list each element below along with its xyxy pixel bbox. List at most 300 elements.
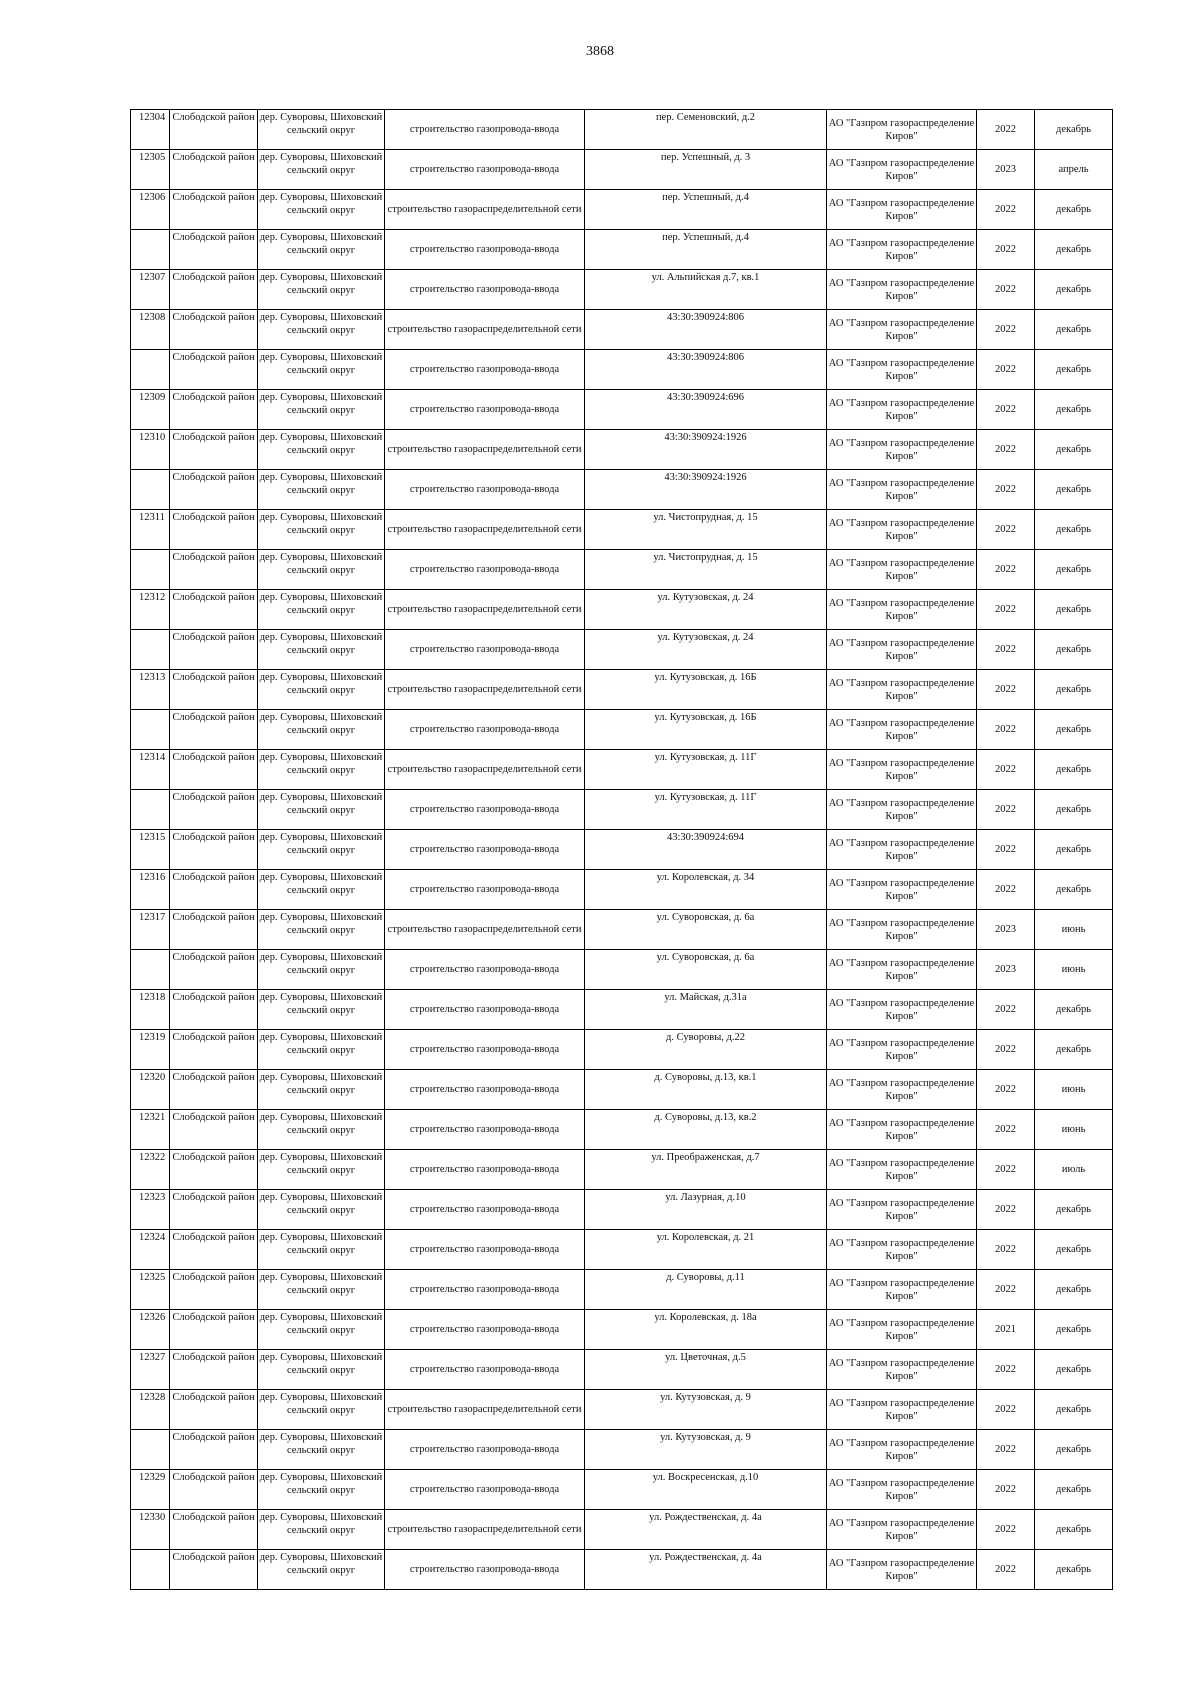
row-number [131, 390, 170, 430]
row-number [131, 750, 170, 790]
district-cell-text: Слободской район [172, 1112, 255, 1123]
organization-cell-text: АО "Газпром газораспределение Киров" [828, 277, 975, 302]
month-cell-text: декабрь [1056, 364, 1091, 375]
address-cell [585, 350, 827, 390]
month-cell-text: декабрь [1056, 1324, 1091, 1335]
address-cell-text: ул. Рождественская, д. 4а [649, 1512, 762, 1523]
work-type-cell-text: строительство газопровода-ввода [409, 1324, 560, 1335]
table-row [131, 550, 1113, 590]
address-cell [585, 1070, 827, 1110]
month-cell-text: декабрь [1056, 404, 1091, 415]
month-cell-text: декабрь [1056, 1244, 1091, 1255]
district-cell [170, 1270, 258, 1310]
year-cell [977, 910, 1035, 950]
district-cell [170, 910, 258, 950]
organization-cell [827, 910, 977, 950]
district-cell [170, 350, 258, 390]
settlement-cell-text: дер. Суворовы, Шиховский сельский округ [259, 1192, 383, 1216]
district-cell-text: Слободской район [172, 232, 255, 243]
year-cell [977, 1430, 1035, 1470]
settlement-cell-text: дер. Суворовы, Шиховский сельский округ [259, 1272, 383, 1296]
work-type-cell [385, 1070, 585, 1110]
address-cell-text: д. Суворовы, д.11 [666, 1272, 745, 1283]
row-number [131, 1390, 170, 1430]
organization-cell [827, 1350, 977, 1390]
district-cell-text: Слободской район [172, 112, 255, 123]
year-cell-text: 2022 [995, 1004, 1016, 1015]
row-number [131, 710, 170, 750]
table-row [131, 1190, 1113, 1230]
year-cell [977, 390, 1035, 430]
address-cell [585, 1510, 827, 1550]
year-cell [977, 950, 1035, 990]
settlement-cell [258, 230, 385, 270]
address-cell-text: ул. Чистопрудная, д. 15 [653, 512, 758, 523]
year-cell-text: 2022 [995, 364, 1016, 375]
settlement-cell [258, 430, 385, 470]
organization-cell [827, 1430, 977, 1470]
row-number [131, 550, 170, 590]
district-cell-text: Слободской район [172, 712, 255, 723]
district-cell-text: Слободской район [172, 192, 255, 203]
row-number-text: 12313 [139, 672, 166, 683]
table-row [131, 870, 1113, 910]
year-cell-text: 2022 [995, 204, 1016, 215]
year-cell-text: 2022 [995, 404, 1016, 415]
settlement-cell [258, 990, 385, 1030]
address-cell [585, 110, 827, 150]
organization-cell [827, 550, 977, 590]
organization-cell [827, 950, 977, 990]
district-cell [170, 710, 258, 750]
address-cell-text: 43:30:390924:806 [666, 352, 744, 363]
settlement-cell-text: дер. Суворовы, Шиховский сельский округ [259, 632, 383, 656]
year-cell [977, 670, 1035, 710]
month-cell [1035, 1470, 1113, 1510]
district-cell [170, 230, 258, 270]
row-number-text: 12327 [139, 1352, 166, 1363]
address-cell-text: ул. Кутузовская, д. 16Б [654, 712, 757, 723]
address-cell-text: ул. Королевская, д. 18а [654, 1312, 757, 1323]
work-type-cell [385, 710, 585, 750]
work-type-cell-text: строительство газопровода-ввода [409, 1484, 560, 1495]
district-cell [170, 1230, 258, 1270]
settlement-cell-text: дер. Суворовы, Шиховский сельский округ [259, 112, 383, 136]
address-cell-text: ул. Кутузовская, д. 24 [657, 592, 754, 603]
organization-cell [827, 590, 977, 630]
settlement-cell-text: дер. Суворовы, Шиховский сельский округ [259, 512, 383, 536]
row-number-text: 12308 [139, 312, 166, 323]
work-type-cell-text: строительство газопровода-ввода [409, 1044, 560, 1055]
address-cell-text: ул. Кутузовская, д. 9 [660, 1392, 751, 1403]
district-cell [170, 1030, 258, 1070]
district-cell [170, 1350, 258, 1390]
settlement-cell [258, 830, 385, 870]
organization-cell [827, 710, 977, 750]
district-cell-text: Слободской район [172, 432, 255, 443]
address-cell-text: 43:30:390924:696 [666, 392, 744, 403]
year-cell-text: 2022 [995, 1084, 1016, 1095]
month-cell [1035, 150, 1113, 190]
table-row [131, 1030, 1113, 1070]
year-cell [977, 190, 1035, 230]
month-cell-text: декабрь [1056, 1284, 1091, 1295]
organization-cell-text: АО "Газпром газораспределение Киров" [828, 397, 975, 422]
work-type-cell [385, 1030, 585, 1070]
district-cell [170, 630, 258, 670]
row-number-text [131, 950, 169, 988]
row-number [131, 1470, 170, 1510]
year-cell [977, 1030, 1035, 1070]
address-cell-text: ул. Альпийская д.7, кв.1 [651, 272, 760, 283]
address-cell-text: 43:30:390924:806 [666, 312, 744, 323]
month-cell-text: декабрь [1056, 524, 1091, 535]
work-type-cell [385, 510, 585, 550]
district-cell-text: Слободской район [172, 352, 255, 363]
row-number [131, 1110, 170, 1150]
work-type-cell [385, 1430, 585, 1470]
row-number-text: 12323 [139, 1192, 166, 1203]
month-cell [1035, 1310, 1113, 1350]
address-cell-text: пер. Успешный, д.4 [662, 232, 749, 243]
month-cell-text: апрель [1058, 164, 1089, 175]
work-type-cell [385, 830, 585, 870]
work-type-cell [385, 950, 585, 990]
row-number-text: 12320 [139, 1072, 166, 1083]
organization-cell [827, 750, 977, 790]
year-cell [977, 310, 1035, 350]
district-cell [170, 550, 258, 590]
row-number-text: 12326 [139, 1312, 166, 1323]
organization-cell [827, 1550, 977, 1590]
table-row [131, 1070, 1113, 1110]
year-cell [977, 1350, 1035, 1390]
settlement-cell-text: дер. Суворовы, Шиховский сельский округ [259, 1072, 383, 1096]
settlement-cell [258, 590, 385, 630]
row-number [131, 590, 170, 630]
district-cell-text: Слободской район [172, 912, 255, 923]
month-cell-text: декабрь [1056, 204, 1091, 215]
year-cell [977, 1270, 1035, 1310]
year-cell [977, 830, 1035, 870]
address-cell [585, 430, 827, 470]
organization-cell [827, 110, 977, 150]
address-cell-text: пер. Успешный, д.4 [662, 192, 749, 203]
district-cell [170, 1190, 258, 1230]
year-cell-text: 2022 [995, 444, 1016, 455]
year-cell-text: 2023 [995, 964, 1016, 975]
year-cell [977, 1550, 1035, 1590]
district-cell-text: Слободской район [172, 152, 255, 163]
row-number [131, 950, 170, 990]
table-row [131, 1510, 1113, 1550]
table-row [131, 1470, 1113, 1510]
settlement-cell [258, 1390, 385, 1430]
settlement-cell [258, 550, 385, 590]
year-cell-text: 2022 [995, 684, 1016, 695]
district-cell-text: Слободской район [172, 1032, 255, 1043]
row-number [131, 990, 170, 1030]
work-type-cell-text: строительство газопровода-ввода [409, 1364, 560, 1375]
district-cell [170, 430, 258, 470]
district-cell [170, 990, 258, 1030]
table-row [131, 1230, 1113, 1270]
organization-cell-text: АО "Газпром газораспределение Киров" [828, 1077, 975, 1102]
year-cell [977, 430, 1035, 470]
work-type-cell-text: строительство газопровода-ввода [409, 844, 560, 855]
district-cell-text: Слободской район [172, 1232, 255, 1243]
row-number-text: 12315 [139, 832, 166, 843]
row-number-text: 12306 [139, 192, 166, 203]
organization-cell [827, 630, 977, 670]
row-number-text: 12312 [139, 592, 166, 603]
work-type-cell [385, 1510, 585, 1550]
row-number-text [131, 350, 169, 388]
row-number [131, 1550, 170, 1590]
work-type-cell [385, 1470, 585, 1510]
month-cell [1035, 550, 1113, 590]
row-number-text: 12304 [139, 112, 166, 123]
work-type-cell-text: строительство газораспределительной сети [387, 684, 582, 695]
month-cell [1035, 110, 1113, 150]
settlement-cell [258, 1510, 385, 1550]
month-cell [1035, 390, 1113, 430]
district-cell [170, 1150, 258, 1190]
month-cell-text: декабрь [1056, 444, 1091, 455]
organization-cell-text: АО "Газпром газораспределение Киров" [828, 237, 975, 262]
settlement-cell-text: дер. Суворовы, Шиховский сельский округ [259, 1552, 383, 1576]
table-row [131, 230, 1113, 270]
month-cell-text: декабрь [1056, 1204, 1091, 1215]
organization-cell [827, 470, 977, 510]
settlement-cell-text: дер. Суворовы, Шиховский сельский округ [259, 1112, 383, 1136]
address-cell-text: ул. Чистопрудная, д. 15 [653, 552, 758, 563]
year-cell-text: 2022 [995, 484, 1016, 495]
settlement-cell-text: дер. Суворовы, Шиховский сельский округ [259, 392, 383, 416]
work-type-cell-text: строительство газопровода-ввода [409, 644, 560, 655]
settlement-cell-text: дер. Суворовы, Шиховский сельский округ [259, 672, 383, 696]
month-cell-text: декабрь [1056, 1004, 1091, 1015]
month-cell-text: декабрь [1056, 684, 1091, 695]
year-cell-text: 2021 [995, 1324, 1016, 1335]
row-number-text: 12314 [139, 752, 166, 763]
organization-cell [827, 1390, 977, 1430]
table-row [131, 990, 1113, 1030]
year-cell-text: 2022 [995, 1284, 1016, 1295]
settlement-cell [258, 150, 385, 190]
month-cell-text: декабрь [1056, 484, 1091, 495]
address-cell [585, 790, 827, 830]
row-number-text [131, 230, 169, 268]
organization-cell [827, 1030, 977, 1070]
year-cell [977, 1510, 1035, 1550]
work-type-cell-text: строительство газопровода-ввода [409, 1564, 560, 1575]
organization-cell-text: АО "Газпром газораспределение Киров" [828, 1157, 975, 1182]
settlement-cell [258, 350, 385, 390]
month-cell-text: декабрь [1056, 244, 1091, 255]
organization-cell-text: АО "Газпром газораспределение Киров" [828, 117, 975, 142]
organization-cell-text: АО "Газпром газораспределение Киров" [828, 957, 975, 982]
district-cell-text: Слободской район [172, 1312, 255, 1323]
settlement-cell-text: дер. Суворовы, Шиховский сельский округ [259, 312, 383, 336]
year-cell [977, 1150, 1035, 1190]
month-cell [1035, 190, 1113, 230]
month-cell [1035, 1190, 1113, 1230]
year-cell [977, 1070, 1035, 1110]
settlement-cell-text: дер. Суворовы, Шиховский сельский округ [259, 1472, 383, 1496]
work-type-cell-text: строительство газопровода-ввода [409, 284, 560, 295]
settlement-cell-text: дер. Суворовы, Шиховский сельский округ [259, 752, 383, 776]
district-cell-text: Слободской район [172, 632, 255, 643]
work-type-cell [385, 270, 585, 310]
settlement-cell [258, 1230, 385, 1270]
year-cell-text: 2022 [995, 1484, 1016, 1495]
organization-cell-text: АО "Газпром газораспределение Киров" [828, 477, 975, 502]
row-number [131, 1070, 170, 1110]
row-number-text: 12321 [139, 1112, 166, 1123]
work-type-cell [385, 390, 585, 430]
settlement-cell-text: дер. Суворовы, Шиховский сельский округ [259, 1152, 383, 1176]
settlement-cell [258, 1350, 385, 1390]
row-number [131, 1510, 170, 1550]
table-row [131, 430, 1113, 470]
work-type-cell-text: строительство газопровода-ввода [409, 724, 560, 735]
district-cell-text: Слободской район [172, 392, 255, 403]
work-type-cell [385, 1190, 585, 1230]
row-number [131, 630, 170, 670]
table-row [131, 830, 1113, 870]
table-row [131, 1310, 1113, 1350]
table-row [131, 950, 1113, 990]
settlement-cell [258, 750, 385, 790]
year-cell-text: 2022 [995, 1124, 1016, 1135]
address-cell [585, 1230, 827, 1270]
district-cell-text: Слободской район [172, 1552, 255, 1563]
year-cell [977, 990, 1035, 1030]
organization-cell [827, 670, 977, 710]
district-cell [170, 1390, 258, 1430]
district-cell [170, 590, 258, 630]
year-cell [977, 870, 1035, 910]
row-number [131, 230, 170, 270]
month-cell-text: декабрь [1056, 1404, 1091, 1415]
organization-cell [827, 1190, 977, 1230]
table-row [131, 110, 1113, 150]
settlement-cell [258, 310, 385, 350]
organization-cell [827, 1310, 977, 1350]
row-number-text [131, 710, 169, 748]
settlement-cell [258, 1070, 385, 1110]
month-cell [1035, 1110, 1113, 1150]
month-cell [1035, 750, 1113, 790]
address-cell [585, 550, 827, 590]
month-cell [1035, 1230, 1113, 1270]
address-cell [585, 710, 827, 750]
settlement-cell [258, 950, 385, 990]
row-number-text [131, 550, 169, 588]
row-number-text: 12328 [139, 1392, 166, 1403]
district-cell [170, 870, 258, 910]
district-cell [170, 670, 258, 710]
month-cell-text: июнь [1061, 924, 1086, 935]
work-type-cell-text: строительство газораспределительной сети [387, 604, 582, 615]
row-number [131, 430, 170, 470]
work-type-cell [385, 550, 585, 590]
work-type-cell-text: строительство газопровода-ввода [409, 1204, 560, 1215]
row-number-text: 12322 [139, 1152, 166, 1163]
row-number-text: 12329 [139, 1472, 166, 1483]
settlement-cell [258, 630, 385, 670]
organization-cell [827, 1470, 977, 1510]
year-cell-text: 2022 [995, 724, 1016, 735]
work-type-cell-text: строительство газопровода-ввода [409, 1284, 560, 1295]
row-number [131, 1270, 170, 1310]
year-cell [977, 470, 1035, 510]
table-row [131, 670, 1113, 710]
address-cell-text: ул. Кутузовская, д. 11Г [654, 752, 757, 763]
year-cell-text: 2022 [995, 1164, 1016, 1175]
settlement-cell [258, 270, 385, 310]
work-type-cell [385, 670, 585, 710]
organization-cell-text: АО "Газпром газораспределение Киров" [828, 357, 975, 382]
row-number-text: 12309 [139, 392, 166, 403]
settlement-cell [258, 190, 385, 230]
address-cell [585, 1270, 827, 1310]
year-cell-text: 2022 [995, 884, 1016, 895]
settlement-cell-text: дер. Суворовы, Шиховский сельский округ [259, 352, 383, 376]
month-cell [1035, 1430, 1113, 1470]
settlement-cell-text: дер. Суворовы, Шиховский сельский округ [259, 912, 383, 936]
row-number [131, 310, 170, 350]
year-cell [977, 550, 1035, 590]
row-number-text [131, 1550, 169, 1588]
address-cell-text: д. Суворовы, д.13, кв.1 [654, 1072, 757, 1083]
row-number [131, 1430, 170, 1470]
district-cell [170, 110, 258, 150]
table-row [131, 1110, 1113, 1150]
organization-cell [827, 790, 977, 830]
year-cell-text: 2022 [995, 764, 1016, 775]
year-cell-text: 2022 [995, 244, 1016, 255]
settlement-cell-text: дер. Суворовы, Шиховский сельский округ [259, 1432, 383, 1456]
work-type-cell-text: строительство газораспределительной сети [387, 524, 582, 535]
organization-cell [827, 870, 977, 910]
address-cell [585, 1350, 827, 1390]
work-type-cell-text: строительство газопровода-ввода [409, 964, 560, 975]
table-row [131, 390, 1113, 430]
year-cell-text: 2022 [995, 284, 1016, 295]
row-number [131, 1230, 170, 1270]
work-type-cell-text: строительство газораспределительной сети [387, 444, 582, 455]
work-type-cell [385, 630, 585, 670]
year-cell [977, 1190, 1035, 1230]
month-cell [1035, 230, 1113, 270]
work-type-cell [385, 1390, 585, 1430]
year-cell [977, 790, 1035, 830]
district-cell-text: Слободской район [172, 1152, 255, 1163]
work-type-cell-text: строительство газораспределительной сети [387, 1524, 582, 1535]
organization-cell [827, 1230, 977, 1270]
address-cell-text: ул. Лазурная, д.10 [665, 1192, 746, 1203]
work-type-cell-text: строительство газопровода-ввода [409, 124, 560, 135]
year-cell-text: 2022 [995, 1044, 1016, 1055]
month-cell [1035, 950, 1113, 990]
organization-cell [827, 1110, 977, 1150]
row-number-text: 12307 [139, 272, 166, 283]
month-cell [1035, 350, 1113, 390]
settlement-cell-text: дер. Суворовы, Шиховский сельский округ [259, 192, 383, 216]
work-type-cell-text: строительство газопровода-ввода [409, 404, 560, 415]
